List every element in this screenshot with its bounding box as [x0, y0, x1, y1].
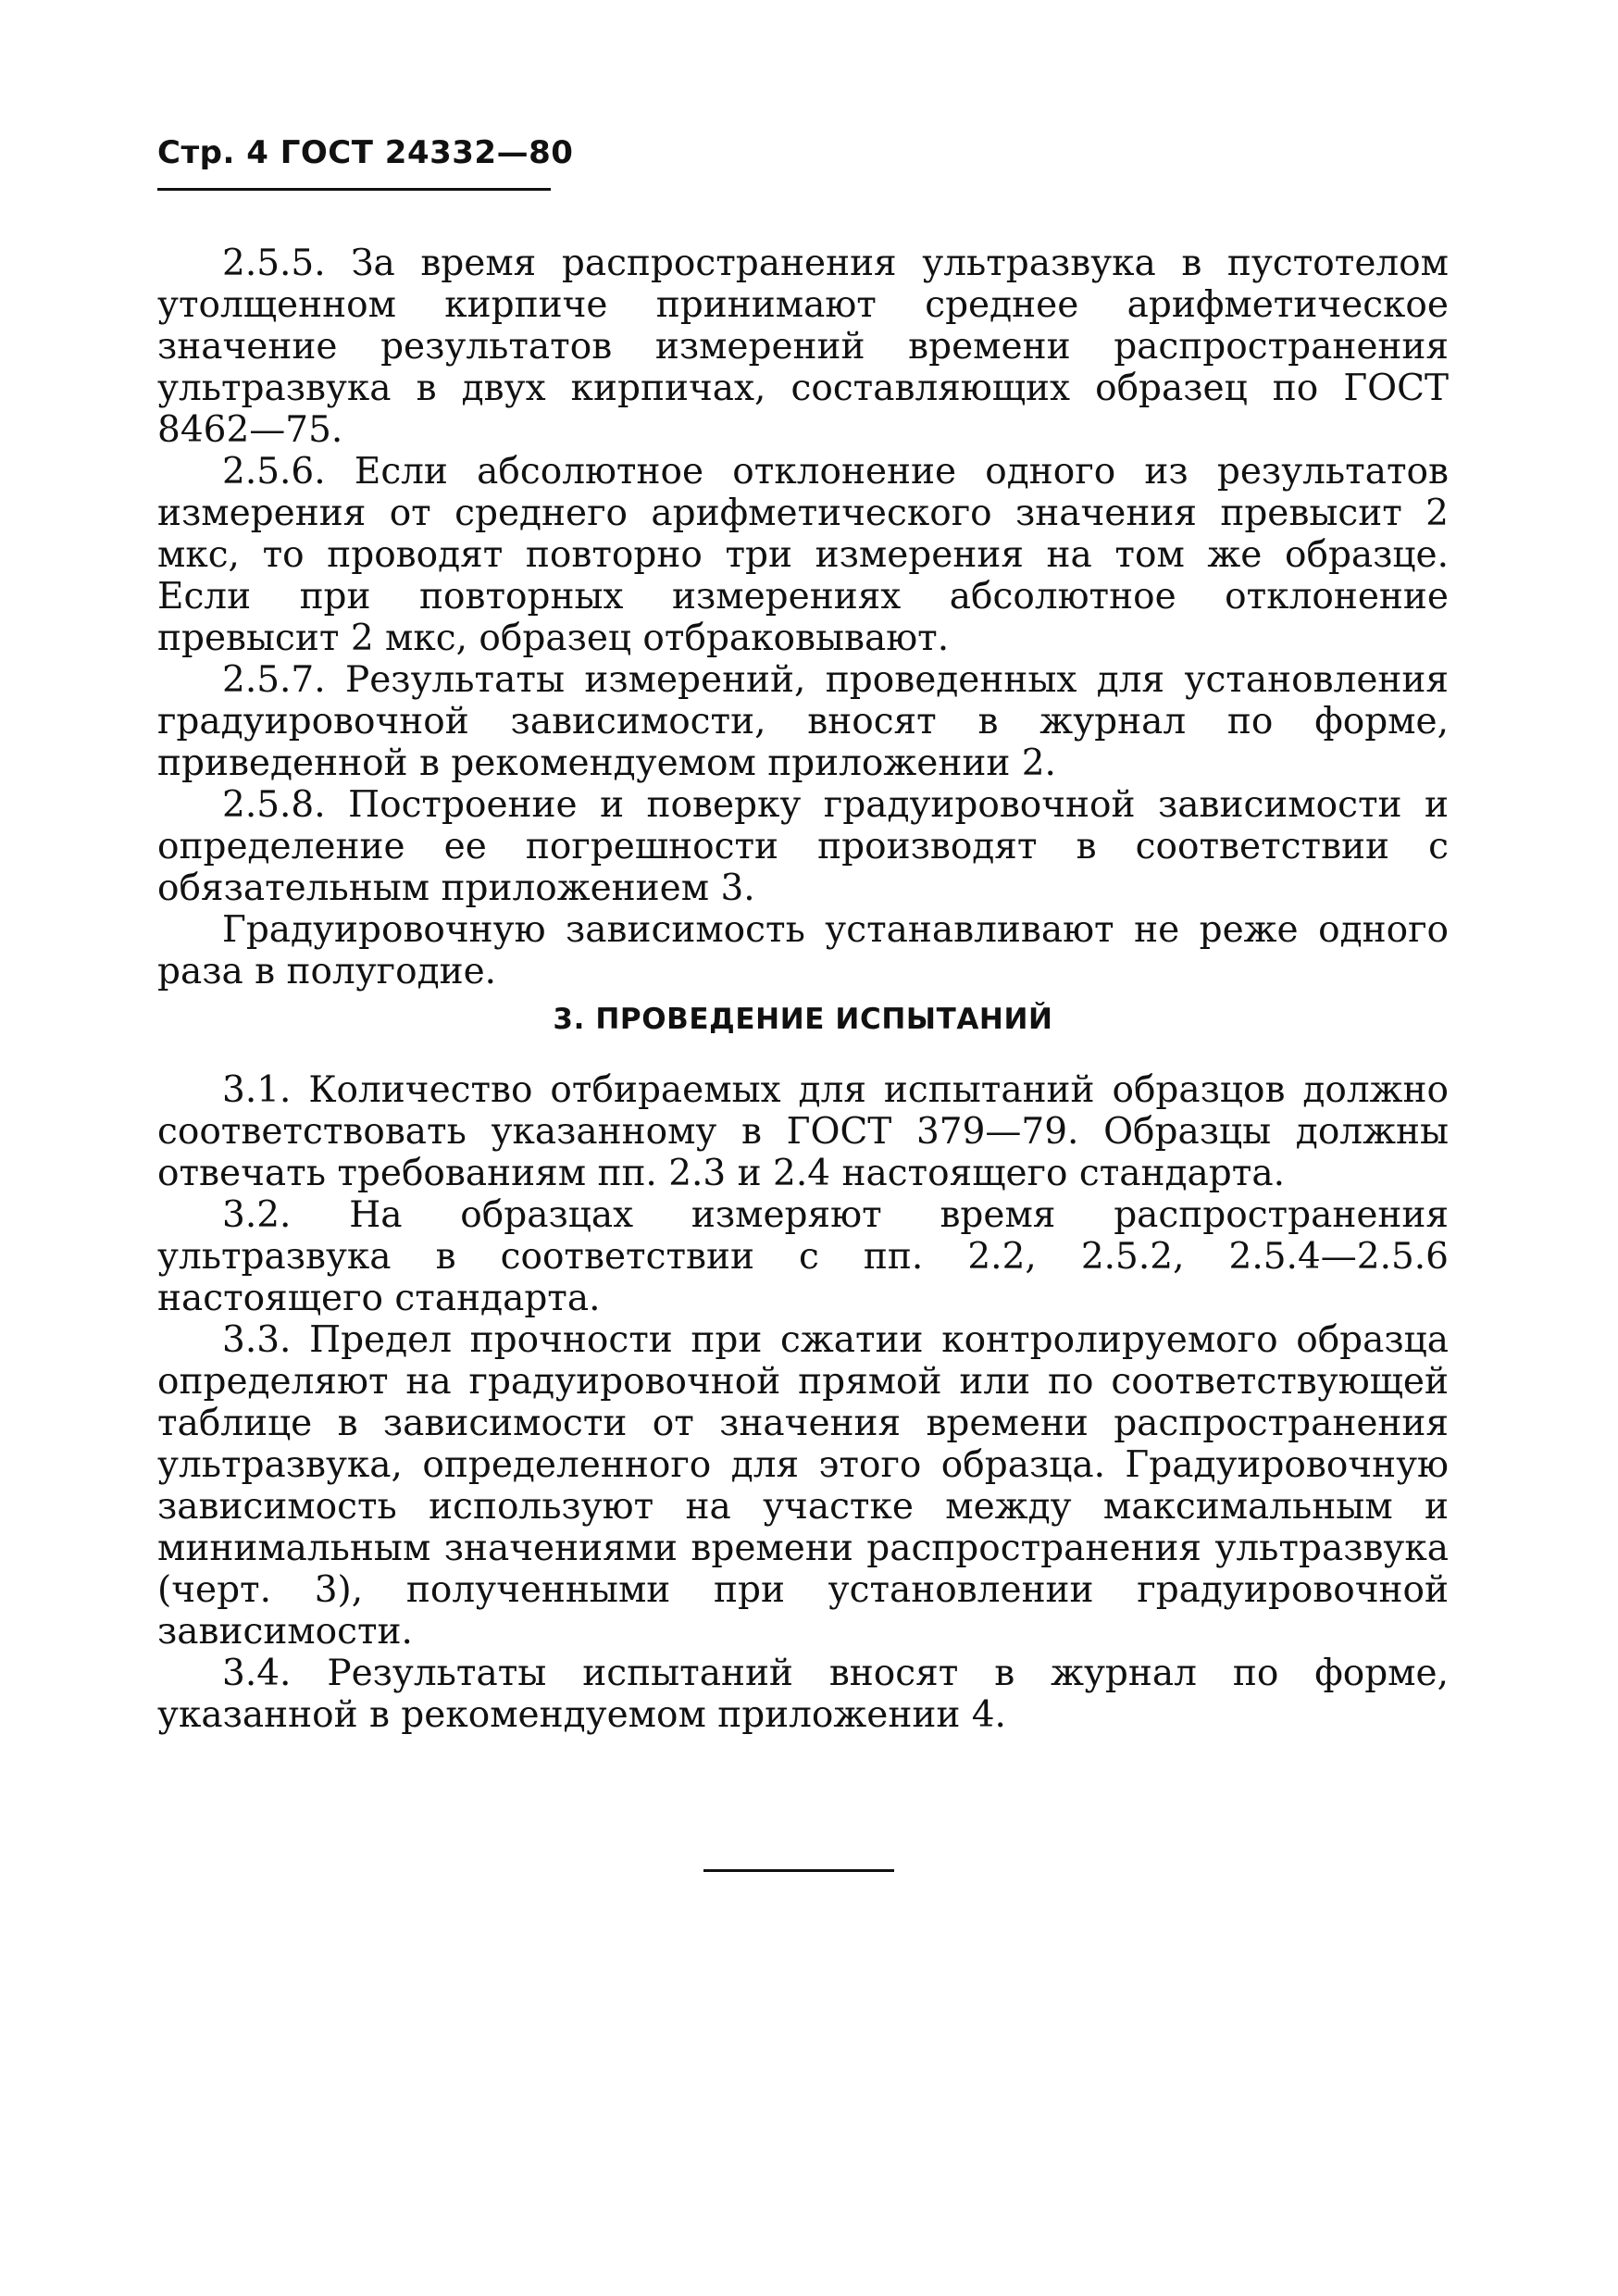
paragraph-2-5-6: 2.5.6. Если абсолютное отклонение одного из результатов измерения от среднего арифметического значения превысит 2 мкс, то проводят повторно три измерения на том же образце. Если при повторных измерениях абсолютное отклонение превысит 2 мкс, образец отбраковывают.: [157, 451, 1449, 659]
paragraph-3-1: 3.1. Количество отбираемых для испытаний образцов должно соответствовать указанному в ГОСТ 379—79. Образцы должны отвечать требованиям пп. 2.3 и 2.4 настоящего стандарта.: [157, 1069, 1449, 1194]
paragraph-2-5-8: 2.5.8. Построение и поверку градуировочной зависимости и определение ее погрешности производят в соответствии с обязательным приложением 3.: [157, 784, 1449, 909]
paragraph-3-4: 3.4. Результаты испытаний вносят в журнал по форме, указанной в рекомендуемом приложении 4.: [157, 1653, 1449, 1736]
header-rule: [157, 188, 551, 191]
paragraph-2-5-5: 2.5.5. За время распространения ультразвука в пустотелом утолщенном кирпиче принимают среднее арифметическое значение результатов измерений времени распространения ультразвука в двух кирпичах, составляющих образец по ГОСТ 8462—75.: [157, 243, 1449, 451]
paragraph-2-5-7: 2.5.7. Результаты измерений, проведенных для установления градуировочной зависимости, вносят в журнал по форме, приведенной в рекомендуемом приложении 2.: [157, 659, 1449, 784]
section-2-5-text: [157, 243, 1449, 992]
end-of-text-rule: [703, 1869, 894, 1872]
section-3-title: 3. ПРОВЕДЕНИЕ ИСПЫТАНИЙ: [553, 1003, 1053, 1036]
paragraph-calibration-frequency: Градуировочную зависимость устанавливают не реже одного раза в полугодие.: [157, 909, 1449, 992]
paragraph-3-3: 3.3. Предел прочности при сжатии контролируемого образца определяют на градуировочной прямой или по соответствующей таблице в зависимости от значения времени распространения ультразвука, определенного для этого образца. Градуировочную зависимость используют на участке между максимальным и минимальным значениями времени распространения ультразвука (черт. 3), полученными при установлении градуировочной зависимости.: [157, 1319, 1449, 1653]
paragraph-3-2: 3.2. На образцах измеряют время распространения ультразвука в соответствии с пп. 2.2, 2.5.2, 2.5.4—2.5.6 настоящего стандарта.: [157, 1194, 1449, 1319]
page-header: Стр. 4 ГОСТ 24332—80: [157, 134, 574, 171]
section-3-text: [157, 1069, 1449, 1736]
